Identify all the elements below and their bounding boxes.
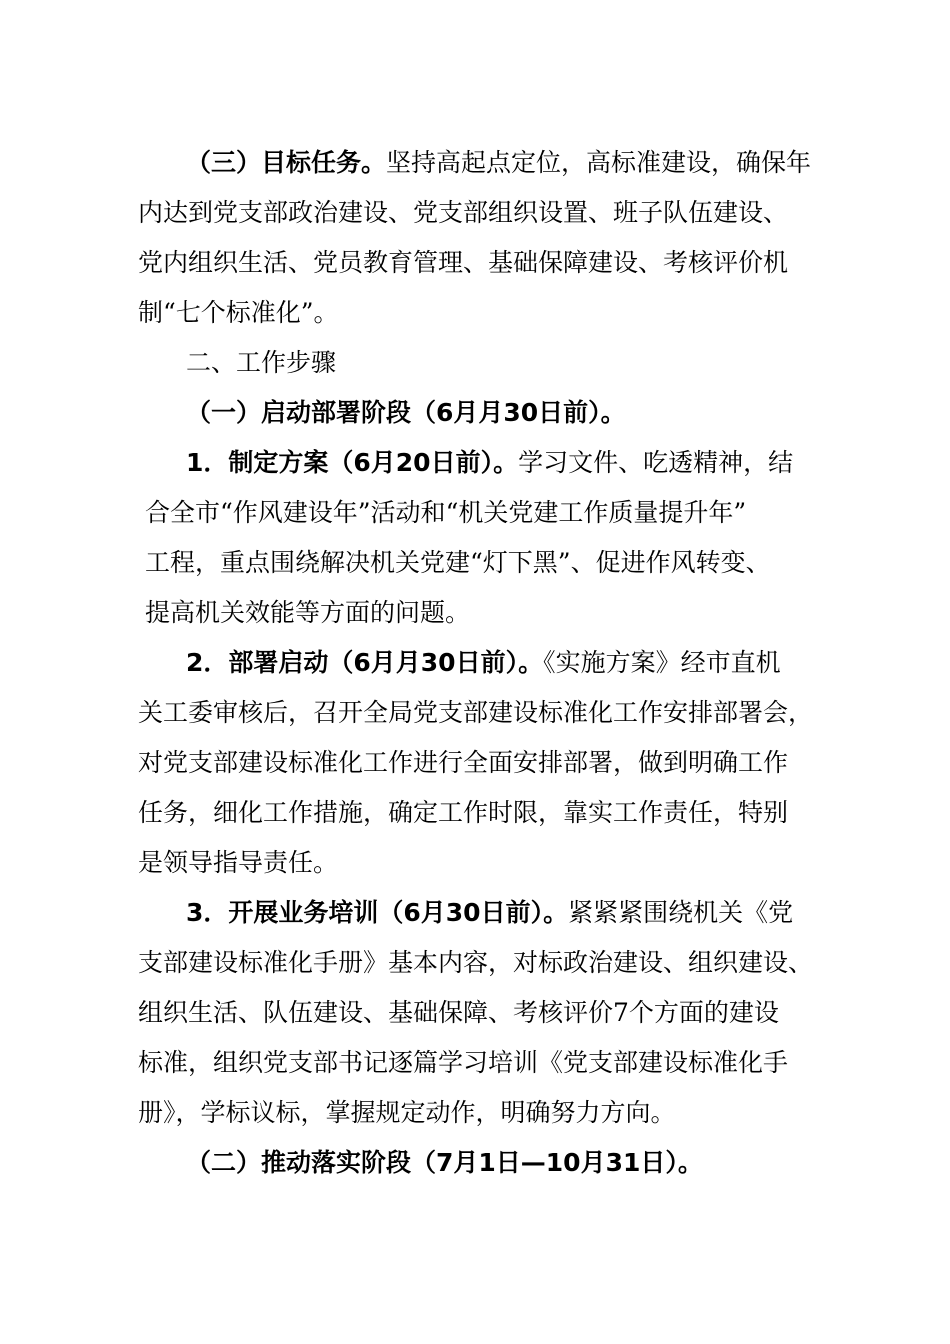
run-text: 《实施方案》经市直机 [543, 648, 781, 677]
text-line [186, 893, 793, 933]
run-bold: （二）推动落实阶段（7月1日—10月31日）。 [186, 1148, 703, 1177]
run-bold: （三）目标任务。 [186, 148, 387, 177]
run-text: 内达到党支部政治建设、党支部组织设置、班子队伍建设、 [138, 198, 789, 227]
text-line [145, 593, 470, 633]
run-text: 二、工作步骤 [186, 348, 337, 377]
text-line [138, 243, 788, 283]
text-line [186, 143, 811, 183]
text-line [138, 743, 788, 783]
text-line [138, 793, 788, 833]
text-line [186, 443, 793, 483]
text-line [138, 1043, 788, 1083]
run-text: 册》，学标议标，掌握规定动作，明确努力方向。 [138, 1098, 676, 1127]
text-line [138, 293, 339, 333]
run-text: 学习文件、吃透精神，结 [518, 448, 794, 477]
text-line [145, 543, 771, 583]
run-text: 任务，细化工作措施，确定工作时限，靠实工作责任，特别 [138, 798, 789, 827]
run-text: 合全市“作风建设年”活动和“机关党建工作质量提升年” [145, 498, 747, 527]
text-line [145, 493, 746, 533]
text-line [186, 643, 781, 683]
run-text: 坚持高起点定位，高标准建设，确保年 [386, 148, 812, 177]
text-line [138, 193, 788, 233]
run-bold: （一）启动部署阶段（6月月30日前）。 [186, 398, 626, 427]
run-text: 关工委审核后，召开全局党支部建设标准化工作安排部署会， [138, 698, 814, 727]
run-text: 是领导指导责任。 [138, 848, 339, 877]
run-text: 党内组织生活、党员教育管理、基础保障建设、考核评价机 [138, 248, 789, 277]
subsection-heading [186, 393, 626, 433]
text-line [138, 843, 338, 883]
section-heading [186, 343, 336, 383]
run-text: 支部建设标准化手册》基本内容，对标政治建设、组织建设、 [138, 948, 814, 977]
text-line [138, 1093, 676, 1133]
run-text: 紧紧紧围绕机关《党 [568, 898, 794, 927]
subsection-heading [186, 1143, 703, 1183]
text-line [138, 693, 813, 733]
run-text: 制“七个标准化”。 [138, 298, 339, 327]
run-text: 对党支部建设标准化工作进行全面安排部署，做到明确工作 [138, 748, 789, 777]
run-bold: 3．开展业务培训（6月30日前）。 [186, 898, 569, 927]
run-bold: 2．部署启动（6月月30日前）。 [186, 648, 544, 677]
run-bold: 1．制定方案（6月20日前）。 [186, 448, 519, 477]
run-text: 工程，重点围绕解决机关党建“灯下黑”、促进作风转变、 [145, 548, 771, 577]
run-text: 标准，组织党支部书记逐篇学习培训《党支部建设标准化手 [138, 1048, 789, 1077]
run-text: 提高机关效能等方面的问题。 [145, 598, 471, 627]
text-line [138, 943, 813, 983]
run-text: 组织生活、队伍建设、基础保障、考核评价7个方面的建设 [138, 998, 779, 1027]
text-line [138, 993, 779, 1033]
